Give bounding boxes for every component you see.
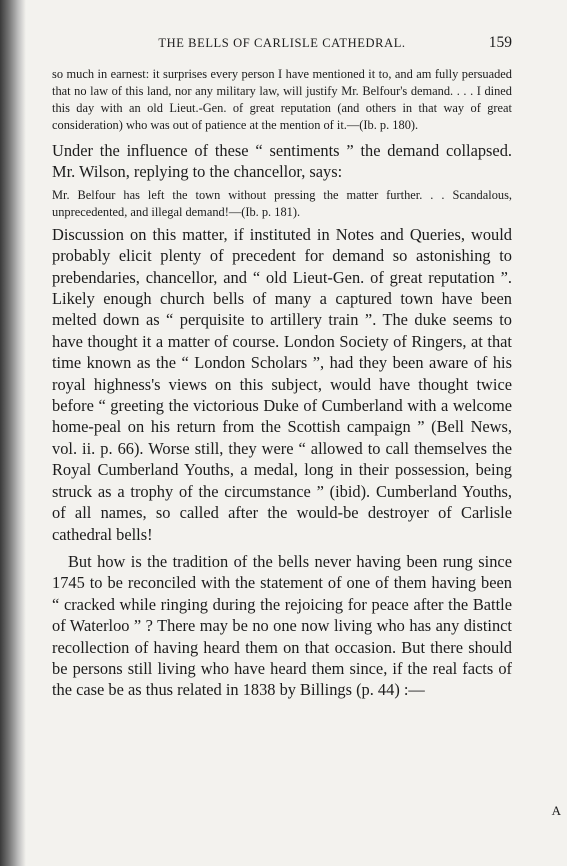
book-page <box>52 30 512 701</box>
paragraph-3: But how is the tradition of the bells never having been rung since 1745 to be reconciled with the statement of one of them having been “ cracked while ringing during the rejoicing for peace after the Battle of Waterloo ” ? There may be no one now living who has any distinct recollection of having heard them on that occasion. But there should be persons still living who have heard them since, if the real facts of the case be as thus related in 1838 by Billings (p. 44) :— <box>52 551 512 700</box>
quoted-passage-1: so much in earnest: it surprises every person I have mentioned it to, and am fully persuaded that no law of this land, nor any military law, will justify Mr. Belfour's demand. . . . I dined this day with an old Lieut.-Gen. of great reputation (and others in that way of great consideration) who was out of patience at the mention of it.—(Ib. p. 180). <box>52 67 512 132</box>
signature-mark: A <box>551 803 561 818</box>
page-gutter-shadow <box>0 0 26 866</box>
page-header <box>52 30 512 52</box>
running-title: THE BELLS OF CARLISLE CATHEDRAL. <box>158 36 406 50</box>
paragraph-2: Discussion on this matter, if instituted in Notes and Queries, would probably elicit plenty of precedent for demand so astonishing to prebendaries, chancellor, and “ old Lieut-Gen. of great reputation ”. Likely enough church bells of many a captured town have been melted down as “ perquisite to artillery train ”. The duke seems to have thought it a matter of course. London Society of Ringers, at that time known as the “ London Scholars ”, had they been aware of his royal highness's views on this subject, would have thought twice before “ greeting the victorious Duke of Cumberland with a welcome home-peal on his return from the Scottish campaign ” (Bell News, vol. ii. p. 66). Worse still, they were “ allowed to call themselves the Royal Cumberland Youths, a medal, long in their possession, being struck as a trophy of the circumstance ” (ibid). Cumberland Youths, of all names, so called after the would-be destroyer of Carlisle cathedral bells! <box>52 224 512 544</box>
page-number: 159 <box>488 34 512 51</box>
quoted-passage-2: Mr. Belfour has left the town without pressing the matter further. . . Scandalous, unprecedented, and illegal demand!—(Ib. p. 181). <box>52 187 512 219</box>
paragraph-1: Under the influence of these “ sentiments ” the demand collapsed. Mr. Wilson, replying to the chancellor, says: <box>52 141 512 182</box>
